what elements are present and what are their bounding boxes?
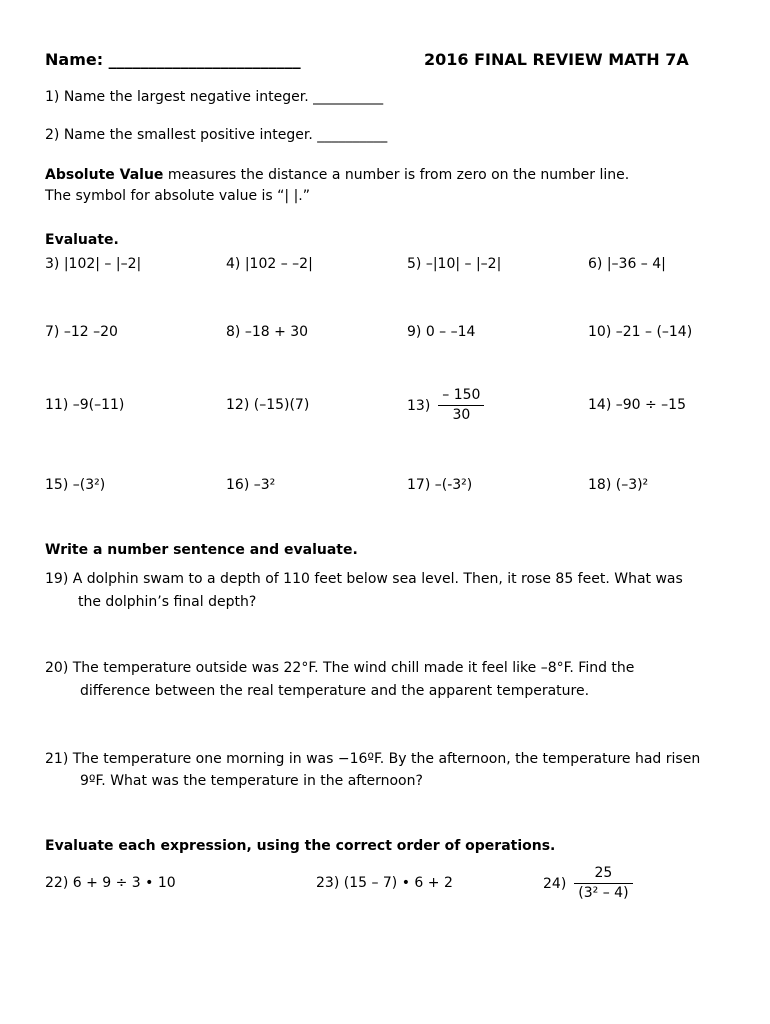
problem-13-denominator: 30: [452, 407, 471, 423]
problem-12: 12) (–15)(7): [226, 397, 310, 413]
problem-24-fraction: [574, 864, 632, 903]
problem-13-label: 13): [407, 397, 431, 414]
problem-19-line-2: the dolphin’s final depth?: [78, 594, 257, 610]
problem-17: 17) –(-3²): [407, 477, 473, 493]
problem-21-line-1: 21) The temperature one morning in was −16ºF. By the afternoon, the temperature had risen: [45, 751, 701, 767]
problem-18: 18) (–3)²: [588, 477, 649, 493]
problem-7: 7) –12 –20: [45, 324, 118, 340]
absolute-value-term: Absolute Value: [45, 167, 164, 183]
problem-13-numerator: – 150: [438, 386, 484, 406]
problem-6: 6) |–36 – 4|: [588, 256, 666, 272]
problem-24-numerator: 25: [574, 864, 632, 884]
problem-24-label: 24): [543, 875, 567, 892]
question-1: 1) Name the largest negative integer. __________: [45, 89, 384, 105]
absolute-value-symbol-line: The symbol for absolute value is “| |.”: [45, 188, 311, 204]
evaluate-heading: Evaluate.: [45, 232, 119, 248]
problem-11: 11) –9(–11): [45, 397, 125, 413]
problem-10: 10) –21 – (–14): [588, 324, 693, 340]
absolute-value-definition: [45, 167, 629, 183]
problem-24: [543, 864, 633, 903]
problem-16: 16) –3²: [226, 477, 276, 493]
problem-9: 9) 0 – –14: [407, 324, 476, 340]
worksheet-title: 2016 FINAL REVIEW MATH 7A: [424, 50, 689, 69]
name-field-label: Name: ________________________: [45, 50, 301, 69]
problem-21-line-2: 9ºF. What was the temperature in the afternoon?: [80, 773, 423, 789]
problem-8: 8) –18 + 30: [226, 324, 309, 340]
problem-15: 15) –(3²): [45, 477, 106, 493]
problem-23: 23) (15 – 7) • 6 + 2: [316, 875, 453, 891]
problem-24-denominator: (3² – 4): [578, 885, 629, 901]
problem-13: [407, 386, 484, 425]
problem-20-line-2: difference between the real temperature and the apparent temperature.: [80, 683, 590, 699]
problem-4: 4) |102 – –2|: [226, 256, 313, 272]
question-2: 2) Name the smallest positive integer. __________: [45, 127, 388, 143]
word-problems-heading: Write a number sentence and evaluate.: [45, 542, 358, 558]
problem-3: 3) |102| – |–2|: [45, 256, 142, 272]
problem-14: 14) –90 ÷ –15: [588, 397, 686, 413]
problem-13-fraction: [438, 386, 484, 425]
absolute-value-text: measures the distance a number is from zero on the number line.: [163, 167, 630, 183]
problem-22: 22) 6 + 9 ÷ 3 • 10: [45, 875, 176, 891]
problem-5: 5) –|10| – |–2|: [407, 256, 502, 272]
problem-20-line-1: 20) The temperature outside was 22°F. The wind chill made it feel like –8°F. Find the: [45, 660, 635, 676]
order-of-operations-heading: Evaluate each expression, using the correct order of operations.: [45, 838, 556, 854]
problem-19-line-1: 19) A dolphin swam to a depth of 110 feet below sea level. Then, it rose 85 feet. What was: [45, 571, 683, 587]
